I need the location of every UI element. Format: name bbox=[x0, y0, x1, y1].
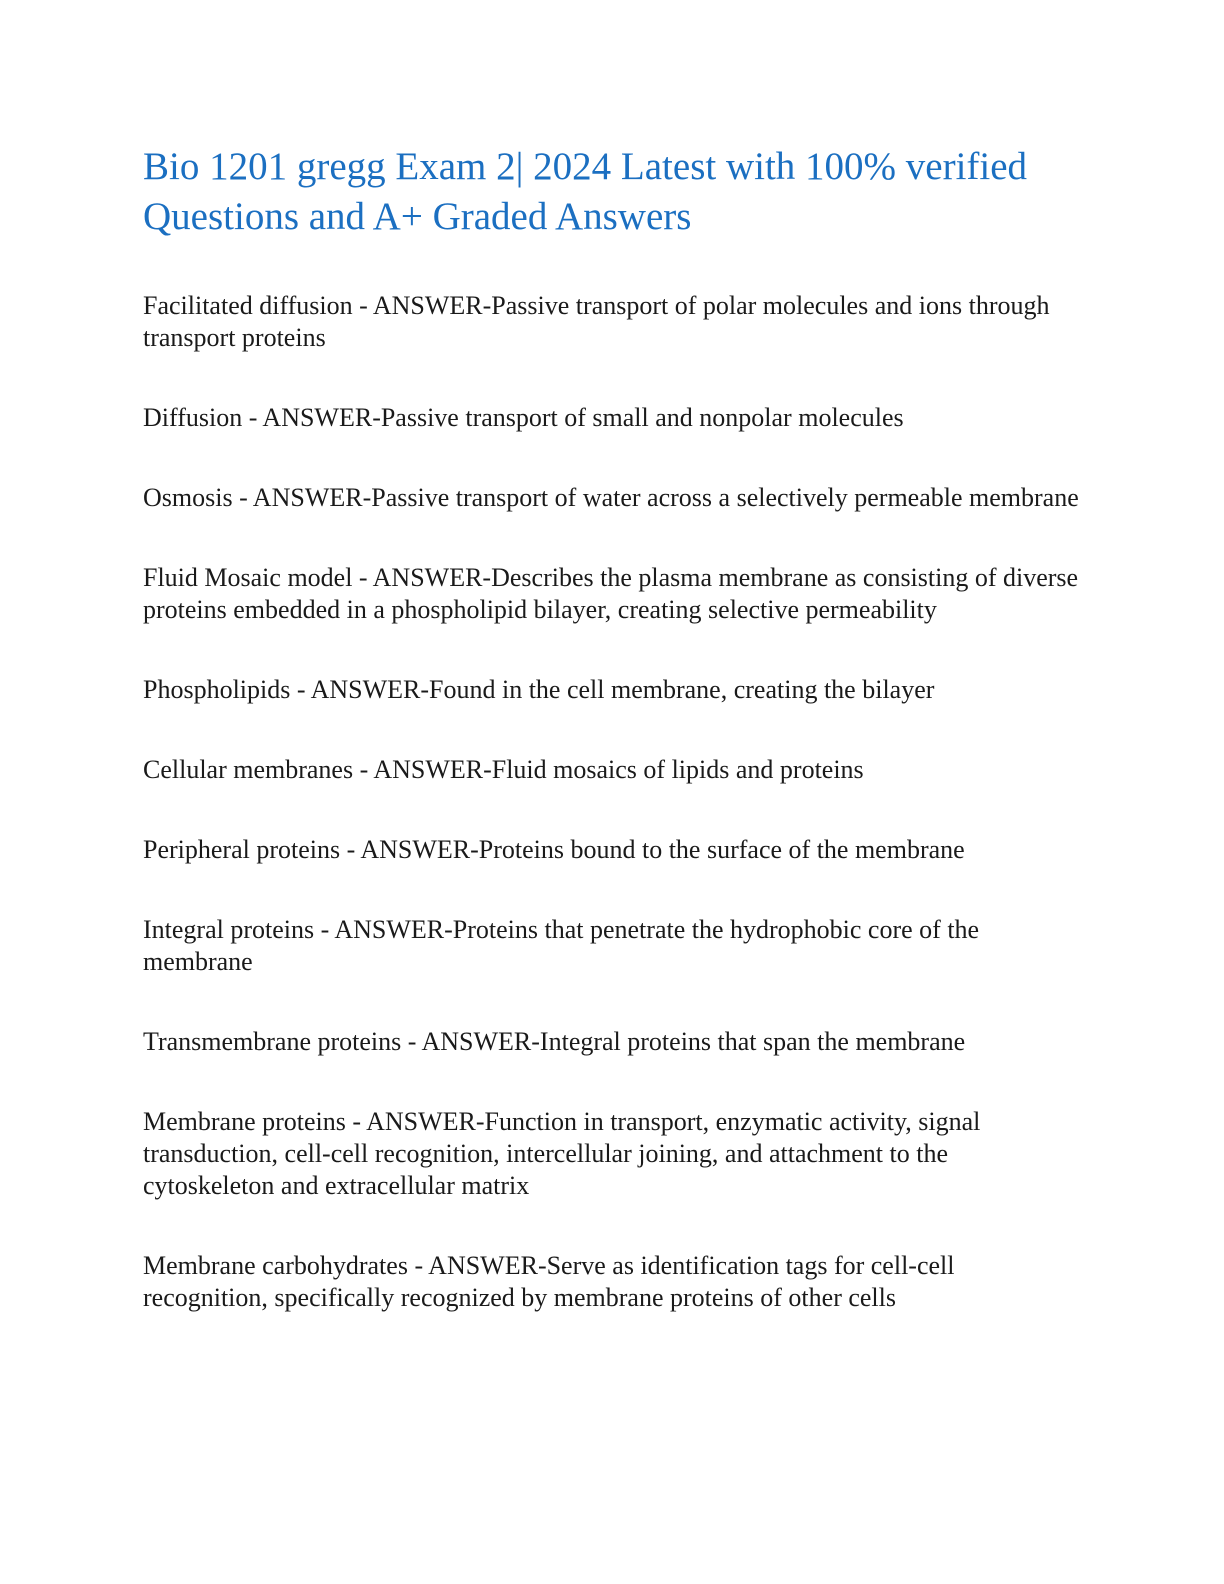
qa-entry-cellular-membranes: Cellular membranes - ANSWER-Fluid mosaics of lipids and proteins bbox=[143, 755, 864, 784]
document-title: Bio 1201 gregg Exam 2| 2024 Latest with 100% verified Questions and A+ Graded Answers bbox=[143, 145, 1028, 238]
qa-entry-membrane-carbohydrates: Membrane carbohydrates - ANSWER-Serve as identification tags for cell-cell recognition, specifically recognized by membrane proteins of other cells bbox=[143, 1251, 955, 1312]
qa-entry-membrane-proteins: Membrane proteins - ANSWER-Function in transport, enzymatic activity, signal transduction, cell-cell recognition, intercellular joining, and attachment to the cytoskeleton and extracellular matrix bbox=[143, 1107, 981, 1200]
qa-list bbox=[143, 290, 1083, 1362]
qa-entry-fluid-mosaic-model: Fluid Mosaic model - ANSWER-Describes the plasma membrane as consisting of diverse proteins embedded in a phospholipid bilayer, creating selective permeability bbox=[143, 563, 1079, 624]
qa-entry-diffusion: Diffusion - ANSWER-Passive transport of small and nonpolar molecules bbox=[143, 403, 904, 432]
qa-entry-integral-proteins: Integral proteins - ANSWER-Proteins that penetrate the hydrophobic core of the membrane bbox=[143, 915, 980, 976]
qa-entry-osmosis: Osmosis - ANSWER-Passive transport of water across a selectively permeable membrane bbox=[143, 483, 1079, 512]
qa-entry-phospholipids: Phospholipids - ANSWER-Found in the cell membrane, creating the bilayer bbox=[143, 675, 935, 704]
qa-entry-transmembrane-proteins: Transmembrane proteins - ANSWER-Integral proteins that span the membrane bbox=[143, 1027, 966, 1056]
qa-entry-peripheral-proteins: Peripheral proteins - ANSWER-Proteins bound to the surface of the membrane bbox=[143, 835, 965, 864]
qa-entry-facilitated-diffusion: Facilitated diffusion - ANSWER-Passive transport of polar molecules and ions through transport proteins bbox=[143, 291, 1050, 352]
